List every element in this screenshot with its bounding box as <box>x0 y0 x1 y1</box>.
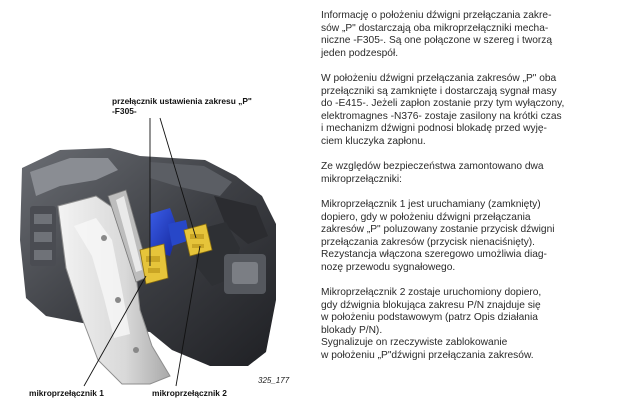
text-line: w położeniu podstawowym (patrz Opis działania <box>321 312 538 324</box>
paragraph-5 <box>321 287 615 363</box>
text-line: gdy dźwignia blokująca zakresu P/N znajduje się <box>321 299 541 311</box>
text-line: do -E415-. Jeżeli zapłon zostanie przy tym wyłączony, <box>321 98 565 110</box>
callout-range-switch-line2: -F305- <box>112 106 137 116</box>
text-line: zakresów „P" poluzowany zostanie przycisk dźwigni <box>321 224 555 236</box>
figure-number: 325_177 <box>258 376 290 385</box>
shift-lever-mechanism-illustration <box>0 0 300 406</box>
text-line: Mikroprzełącznik 2 zostaje uruchomiony dopiero, <box>321 287 542 299</box>
paragraph-2 <box>321 73 615 149</box>
text-line: mikroprzełączniki: <box>321 173 402 185</box>
callout-range-switch-line1: przełącznik ustawienia zakresu „P" <box>112 96 252 106</box>
text-line: blokady P/N). <box>321 324 383 336</box>
text-line: niczne -F305-. Są one połączone w szereg i tworzą <box>321 35 553 47</box>
paragraph-4 <box>321 199 615 275</box>
text-line: w położeniu „P"dźwigni przełączania zakresów. <box>321 350 534 362</box>
callout-range-switch-f305 <box>112 96 252 116</box>
description-text-column <box>321 10 615 375</box>
text-line: przełączania zakresów (przycisk nienaciśnięty). <box>321 236 536 248</box>
text-line: Sygnalizuje on rzeczywiste zablokowanie <box>321 337 508 349</box>
text-line: jeden podzespół. <box>321 47 399 59</box>
text-line: Informację o położeniu dźwigni przełączania zakre- <box>321 10 552 21</box>
text-line: Rezystancja włączona szeregowo umożliwia diag- <box>321 249 547 261</box>
callout-microswitch-2: mikroprzełącznik 2 <box>152 388 227 398</box>
paragraph-3 <box>321 161 615 186</box>
callout-microswitch-1: mikroprzełącznik 1 <box>29 388 104 398</box>
technical-illustration-panel <box>0 0 300 406</box>
text-line: elektromagnes -N376- zostaje zasilony na krótki czas <box>321 110 562 122</box>
text-line: Ze względów bezpieczeństwa zamontowano dwa <box>321 161 544 173</box>
paragraph-1 <box>321 10 615 60</box>
text-line: i mechanizm dźwigni podnosi blokadę przed wyję- <box>321 123 547 135</box>
text-line: Mikroprzełącznik 1 jest uruchamiany (zamknięty) <box>321 198 541 210</box>
text-line: dopiero, gdy w położeniu dźwigni przełączania <box>321 211 531 223</box>
text-line: W położeniu dźwigni przełączania zakresów „P" oba <box>321 72 557 84</box>
text-line: sów „P" dostarczają oba mikroprzełączniki mecha- <box>321 22 549 34</box>
text-line: przełączniki są zamknięte i dostarczają sygnał masy <box>321 85 557 97</box>
text-line: nozę przewodu sygnałowego. <box>321 261 456 273</box>
text-line: ciem kluczyka zapłonu. <box>321 135 426 147</box>
